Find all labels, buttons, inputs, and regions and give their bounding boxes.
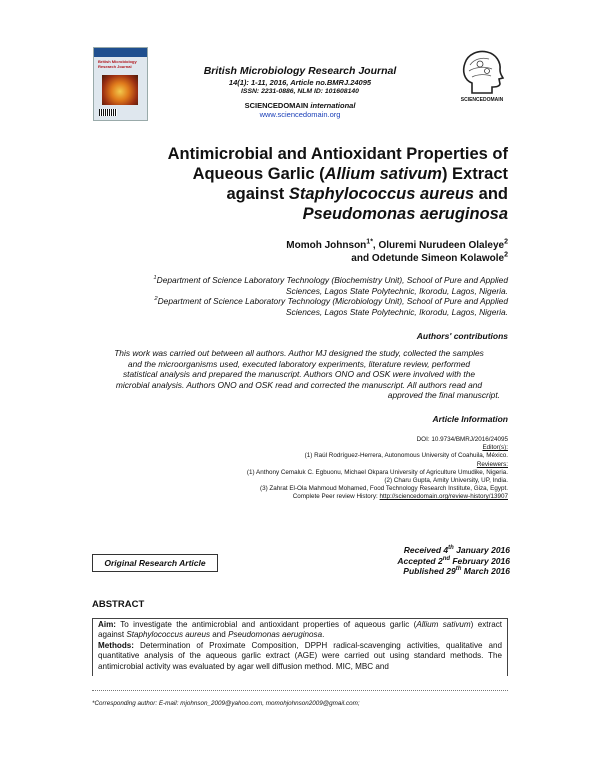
date-text: March 2016 — [461, 566, 510, 576]
contributions-line: statistical analysis and prepared the manuscript. Authors ONO and OSK were involved with the — [122, 369, 476, 379]
date-superscript: nd — [442, 555, 450, 562]
author-name: Momoh Johnson — [286, 240, 367, 251]
abstract-heading: ABSTRACT — [92, 599, 145, 610]
abstract-text: ) extract against — [98, 620, 502, 640]
authors-line-2 — [200, 252, 508, 265]
received-date — [320, 545, 510, 556]
contributions-line: microbial analysis. Authors ONO and OSK read and corrected the manuscript. All authors read and — [115, 379, 483, 390]
contributions-line: This work was carried out between all authors. Author MJ designed the study, collected the samples — [114, 348, 484, 358]
date-text: Received 4 — [403, 545, 449, 555]
journal-citation: 14(1): 1-11, 2016, Article no.BMRJ.24095 — [228, 78, 372, 87]
title-line-3 — [120, 184, 508, 204]
contributions-text — [90, 348, 508, 401]
affiliation-text: Department of Science Laboratory Technology (Biochemistry Unit), School of Pure and Applied — [156, 275, 508, 285]
authors-line-1 — [200, 239, 508, 252]
author-superscript: 2 — [504, 251, 508, 259]
contributions-line: and the microorganisms used, executed laboratory experiments, literature review, performed — [127, 358, 471, 369]
title-species: Staphylococcus aureus — [288, 185, 475, 203]
review-history-label: Complete Peer review History: — [292, 493, 380, 501]
publisher-line — [150, 101, 450, 110]
cover-barcode — [99, 109, 117, 116]
affiliation-text: Sciences, Lagos State Polytechnic, Ikorodu, Lagos, Nigeria. — [285, 306, 508, 317]
author-separator: and — [351, 253, 372, 264]
methods-label: Methods: — [98, 640, 134, 650]
journal-cover-image — [93, 47, 148, 121]
abstract-species: Pseudomonas aeruginosa — [228, 630, 323, 640]
cover-picture — [102, 75, 138, 105]
abstract-species: Staphylococcus aureus — [126, 630, 211, 640]
title-text: ) Extract — [441, 165, 508, 183]
date-superscript: th — [455, 566, 462, 573]
publication-dates — [320, 545, 510, 577]
abstract-text: Determination of Proximate Composition, DPPH radical-scavenging activities, qualitative and quantitative analysis of the aqueous garlic extract (AGE) were carried out using standard methods. The antimicrobial activity was evaluated by agar well diffusion method. MIC, MBC and — [98, 640, 502, 671]
title-line-4 — [120, 204, 508, 224]
journal-header — [150, 65, 450, 119]
title-text: and — [474, 185, 508, 203]
journal-issn: ISSN: 2231-0886, NLM ID: 101608140 — [241, 88, 359, 95]
reviewer-entry: (1) Anthony Cemaluk C. Egbuonu, Michael Okpara University of Agriculture Umudike, Nigeria. — [246, 468, 508, 476]
editor-label: Editor(s): — [482, 444, 508, 452]
affiliations — [90, 275, 508, 317]
date-text: January 2016 — [453, 545, 510, 555]
title-line-1: Antimicrobial and Antioxidant Properties of — [167, 145, 508, 163]
review-history-line — [150, 493, 508, 501]
editor-entry: (1) Raúl Rodríguez-Herrera, Autonomous University of Coahuila, México. — [304, 452, 508, 460]
title-line-2 — [120, 164, 508, 184]
title-species: Pseudomonas aeruginosa — [302, 205, 508, 223]
footnote-divider — [92, 690, 508, 691]
author-list — [200, 239, 508, 265]
title-species: Allium sativum — [324, 165, 442, 183]
author-name: Odetunde Simeon Kolawole — [371, 253, 505, 264]
abstract-text: . — [322, 630, 325, 640]
date-text: Published 29 — [403, 566, 456, 576]
publisher-logo — [458, 47, 506, 105]
title-text: Aqueous Garlic ( — [192, 165, 325, 183]
abstract-methods — [98, 641, 502, 672]
abstract-species: Allium sativum — [416, 620, 471, 629]
article-type-box: Original Research Article — [92, 554, 218, 572]
affiliation-text: Department of Science Laboratory Technology (Microbiology Unit), School of Pure and Applied — [157, 296, 508, 306]
affiliation-1 — [90, 275, 508, 286]
date-text: Accepted 2 — [397, 555, 443, 566]
abstract-text: To investigate the antimicrobial and antioxidant properties of aqueous garlic ( — [116, 620, 417, 629]
date-superscript: th — [448, 545, 454, 552]
abstract-text: and — [210, 630, 229, 640]
affiliation-number: 1 — [153, 275, 157, 282]
publisher-name: SCIENCEDOMAIN — [244, 101, 309, 110]
author-superscript: 2 — [504, 238, 508, 246]
article-info-block — [150, 436, 508, 502]
title-text: against — [226, 185, 289, 203]
journal-title: British Microbiology Research Journal — [203, 65, 397, 77]
reviewer-entry: (2) Charu Gupta, Amity University, UP, India. — [384, 477, 508, 485]
cover-band — [94, 48, 147, 57]
corresponding-author-footnote: *Corresponding author: E-mail: mjohnson_2009@yahoo.com, momohjohnson2009@gmail.com; — [92, 700, 360, 707]
publisher-url-link[interactable]: www.sciencedomain.org — [259, 110, 341, 119]
reviewer-entry: (3) Zahrat El-Ola Mahmoud Mohamed, Food Technology Research Institute, Giza, Egypt. — [259, 485, 508, 493]
article-info-heading: Article Information — [432, 414, 508, 424]
aim-label: Aim: — [98, 620, 116, 629]
affiliation-number: 2 — [154, 296, 158, 303]
logo-label: SCIENCEDOMAIN — [460, 97, 504, 103]
published-date — [320, 566, 510, 577]
abstract-box — [92, 618, 508, 676]
contributions-heading: Authors' contributions — [416, 331, 508, 341]
author-superscript: 1* — [366, 238, 373, 246]
cover-title: British Microbiology Research Journal — [98, 59, 137, 69]
author-name: Oluremi Nurudeen Olaleye — [378, 240, 505, 251]
doi-text: DOI: 10.9734/BMRJ/2016/24095 — [416, 436, 508, 443]
abstract-aim — [98, 620, 502, 641]
publisher-suffix: international — [308, 101, 356, 110]
review-history-link[interactable]: http://sciencedomain.org/review-history/13907 — [379, 493, 508, 501]
affiliation-2 — [90, 296, 508, 307]
contributions-line: approved the final manuscript. — [387, 390, 500, 400]
head-profile-icon — [458, 47, 506, 97]
author-separator: , — [372, 240, 379, 251]
article-title — [120, 144, 508, 224]
accepted-date — [320, 556, 510, 567]
reviewers-label: Reviewers: — [476, 460, 508, 468]
affiliation-text: Sciences, Lagos State Polytechnic, Ikorodu, Lagos, Nigeria. — [285, 285, 508, 296]
date-text: February 2016 — [449, 555, 510, 566]
